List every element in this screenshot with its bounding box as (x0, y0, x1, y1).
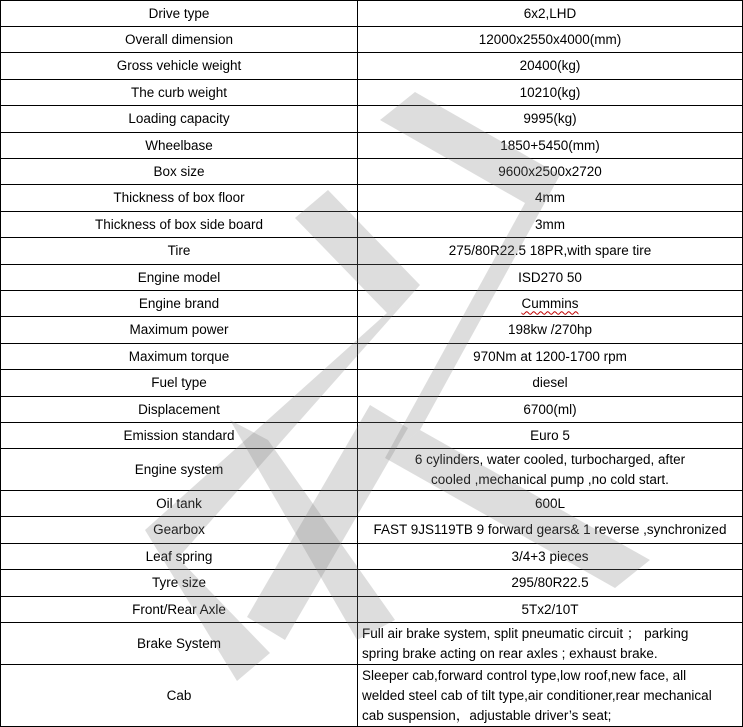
row-value: 9600x2500x2720 (358, 159, 743, 185)
table-row (1, 1, 743, 27)
table-row (1, 491, 743, 517)
table-row (1, 317, 743, 344)
table-row (1, 665, 743, 727)
value-line: cooled ,mechanical pump ,no cold start. (431, 471, 669, 487)
row-label: Emission standard (1, 423, 358, 449)
row-value: 9995(kg) (358, 106, 743, 133)
row-label: Brake System (1, 623, 358, 665)
row-value: 5Tx2/10T (358, 597, 743, 623)
row-value: 198kw /270hp (358, 317, 743, 344)
table-row (1, 265, 743, 291)
row-value: 6x2,LHD (358, 1, 743, 27)
row-label: Displacement (1, 397, 358, 423)
row-label: Tyre size (1, 570, 358, 597)
value-line: welded steel cab of tilt type,air conditioner,rear mechanical (362, 687, 712, 703)
table-row (1, 159, 743, 185)
table-row (1, 238, 743, 265)
value-line: cab suspension，adjustable driver’s seat; (362, 707, 612, 723)
row-label: The curb weight (1, 80, 358, 106)
row-label: Box size (1, 159, 358, 185)
row-value: FAST 9JS119TB 9 forward gears& 1 reverse ,synchronized (358, 517, 743, 544)
table-row (1, 80, 743, 106)
row-value (358, 623, 743, 665)
row-label: Front/Rear Axle (1, 597, 358, 623)
table-row (1, 185, 743, 212)
row-label: Leaf spring (1, 544, 358, 570)
row-value: 12000x2550x4000(mm) (358, 27, 743, 53)
row-label: Overall dimension (1, 27, 358, 53)
table-row (1, 106, 743, 133)
table-row (1, 27, 743, 53)
row-value: 3mm (358, 212, 743, 238)
table-row (1, 597, 743, 623)
table-row (1, 53, 743, 80)
row-label: Engine brand (1, 291, 358, 317)
row-label: Maximum power (1, 317, 358, 344)
row-value: 4mm (358, 185, 743, 212)
row-value: diesel (358, 370, 743, 397)
row-label: Engine system (1, 449, 358, 491)
spellcheck-word: Cummins (521, 295, 579, 311)
row-value: 3/4+3 pieces (358, 544, 743, 570)
row-value (358, 291, 743, 317)
row-label: Loading capacity (1, 106, 358, 133)
row-label: Cab (1, 665, 358, 727)
table-row (1, 133, 743, 159)
table-row (1, 291, 743, 317)
row-label: Thickness of box floor (1, 185, 358, 212)
table-row (1, 623, 743, 665)
table-row (1, 370, 743, 397)
row-label: Gearbox (1, 517, 358, 544)
row-label: Gross vehicle weight (1, 53, 358, 80)
row-value: 20400(kg) (358, 53, 743, 80)
row-label: Drive type (1, 1, 358, 27)
row-label: Thickness of box side board (1, 212, 358, 238)
row-value: ISD270 50 (358, 265, 743, 291)
value-line: Full air brake system, split pneumatic circuit ； parking (362, 625, 689, 641)
row-value: 600L (358, 491, 743, 517)
row-value: 295/80R22.5 (358, 570, 743, 597)
table-row (1, 212, 743, 238)
row-label: Maximum torque (1, 344, 358, 370)
row-label: Oil tank (1, 491, 358, 517)
row-label: Fuel type (1, 370, 358, 397)
row-label: Wheelbase (1, 133, 358, 159)
row-value: 10210(kg) (358, 80, 743, 106)
row-label: Tire (1, 238, 358, 265)
value-line: Sleeper cab,forward control type,low roof,new face, all (362, 667, 687, 683)
table-row (1, 570, 743, 597)
row-value (358, 449, 743, 491)
row-value (358, 665, 743, 727)
value-line: spring brake acting on rear axles ; exhaust brake. (362, 645, 658, 661)
row-value: 970Nm at 1200-1700 rpm (358, 344, 743, 370)
table-row (1, 544, 743, 570)
row-value: 1850+5450(mm) (358, 133, 743, 159)
row-label: Engine model (1, 265, 358, 291)
table-row (1, 423, 743, 449)
row-value: Euro 5 (358, 423, 743, 449)
row-value: 6700(ml) (358, 397, 743, 423)
value-line: 6 cylinders, water cooled, turbocharged, after (414, 451, 686, 467)
table-row (1, 397, 743, 423)
row-value: 275/80R22.5 18PR,with spare tire (358, 238, 743, 265)
table-row (1, 517, 743, 544)
table-row (1, 344, 743, 370)
table-row (1, 449, 743, 491)
